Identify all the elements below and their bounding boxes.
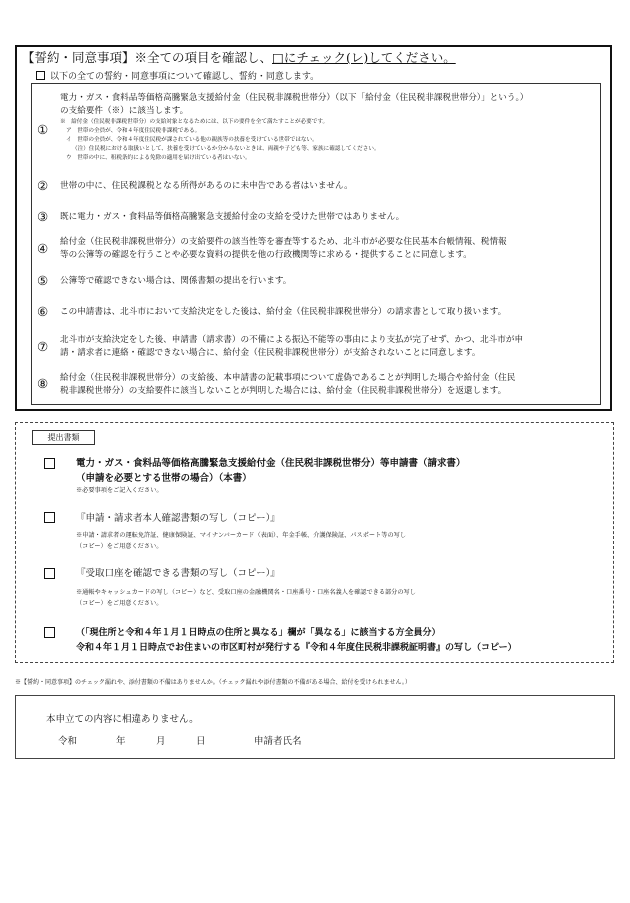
document-note: ※必要事項をご記入ください。: [76, 487, 163, 494]
item-number: ⑦: [37, 339, 49, 354]
document-checkbox[interactable]: [44, 568, 55, 579]
date-era: 令和: [58, 736, 78, 747]
document-checkbox[interactable]: [44, 458, 55, 469]
oath-title: 【誓約・同意事項】※全ての項目を確認し、□にチェック(レ)してください。: [22, 50, 456, 65]
item-number: ③: [37, 209, 49, 224]
requirement-note: （注）住民税における取扱いとして、扶養を受けているか分からないときは、両親や子ども等、家族に確認してください。: [72, 146, 380, 152]
oath-item-6: この申請書は、北斗市において支給決定をした後は、給付金（住民税非課税世帯分）の請求書として取り扱います。: [60, 307, 507, 317]
item-number: ①: [37, 122, 49, 137]
document-checkbox[interactable]: [44, 627, 55, 638]
date-day: 日: [196, 736, 206, 747]
oath-item-8: 給付金（住民税非課税世帯分）の支給後、本申請書の記載事項について虚偽であることが判明した場合や給付金（住民 税非課税世帯分）の支給要件に該当しないことが判明した場合には、給付金（住民税非課税世帯分）を返還します。: [60, 373, 516, 396]
document-note: ※申請・請求者の運転免許証、健康保険証、マイナンバーカード（表面）、年金手帳、介護保険証、パスポート等の写し: [76, 532, 407, 539]
document-title: （申請を必要とする世帯の場合）（本書）: [76, 473, 252, 484]
oath-item-5: 公簿等で確認できない場合は、関係書類の提出を行います。: [60, 276, 292, 286]
item-number: ②: [37, 178, 49, 193]
date-month: 月: [156, 736, 166, 747]
document-title: 『申請・請求者本人確認書類の写し（コピー）』: [76, 513, 280, 524]
document-title: 令和４年１月１日時点でお住まいの市区町村が発行する『令和４年度住民税非課税証明書』の写し（コピー）: [76, 643, 517, 653]
oath-item-7: 北斗市が支給決定をした後、申請書（請求書）の不備による振込不能等の事由により支払が完了せず、かつ、北斗市が申 請・請求者に連絡・確認できない場合に、給付金（住民税非課税世帯分）が支給されないことに同意します。: [60, 335, 524, 358]
oath-item-1: 電力・ガス・食料品等価格高騰緊急支援給付金（住民税非課税世帯分）（以下「給付金（住民税非課税世帯分）」という。） の支給要件（※）に該当します。: [60, 93, 529, 116]
requirement-note: ア 世帯の全員が、令和４年度住民税非課税である。: [66, 128, 201, 134]
document-title: 電力・ガス・食料品等価格高騰緊急支援給付金（住民税非課税世帯分）等申請書（請求書）: [76, 458, 466, 469]
document-checkbox[interactable]: [44, 512, 55, 523]
item-number: ⑤: [37, 273, 49, 288]
document-title: 『受取口座を確認できる書類の写し（コピー）』: [76, 568, 280, 579]
agree-all-row: [36, 69, 319, 82]
document-note: （コピー）をご用意ください。: [76, 600, 163, 607]
agree-all-checkbox[interactable]: [36, 71, 45, 80]
requirement-note: ※ 給付金（住民税非課税世帯分）の支給対象となるためには、以下の要件を全て満たすことが必要です。: [60, 119, 329, 125]
document-note: （コピー）をご用意ください。: [76, 543, 163, 550]
declaration-statement: 本申立ての内容に相違ありません。: [46, 714, 199, 725]
footnote: ※【誓約・同意事項】のチェック漏れや、添付書類の不備はありませんか。（チェック漏れや添付書類の不備がある場合、給付を受けられません。）: [15, 679, 411, 686]
oath-item-2: 世帯の中に、住民税課税となる所得があるのに未申告である者はいません。: [60, 181, 353, 191]
agree-all-label: 以下の全ての誓約・同意事項について確認し、誓約・同意します。: [50, 72, 320, 82]
date-year: 年: [116, 736, 126, 747]
requirement-note: イ 世帯の全員が、令和４年度住民税が課されている他の親族等の扶養を受けている世帯ではない。: [66, 137, 318, 143]
document-note: ※通帳やキャッシュカードの写し（コピー）など、受取口座の金融機関名・口座番号・口座名義人を確認できる部分の写し: [76, 589, 416, 596]
declaration-box: [15, 695, 615, 759]
oath-item-4: 給付金（住民税非課税世帯分）の支給要件の該当性等を審査等するため、北斗市が必要な住民基本台帳情報、税情報 等の公簿等の確認を行うことや必要な資料の提供を他の行政機関等に求める・提供することに同意します。: [60, 237, 507, 260]
item-number: ⑥: [37, 304, 49, 319]
documents-label: 提出書類: [32, 430, 95, 445]
oath-item-3: 既に電力・ガス・食料品等価格高騰緊急支援給付金の支給を受けた世帯ではありません。: [60, 212, 405, 222]
document-title: （「現住所と令和４年１月１日時点の住所と異なる」欄が「異なる」に該当する方全員分）: [76, 628, 441, 638]
item-number: ④: [37, 241, 49, 256]
signer-name-label: 申請者氏名: [254, 736, 302, 747]
item-number: ⑧: [37, 376, 49, 391]
requirement-note: ウ 世帯の中に、租税条約による免除の適用を届け出ている者はいない。: [66, 155, 251, 161]
